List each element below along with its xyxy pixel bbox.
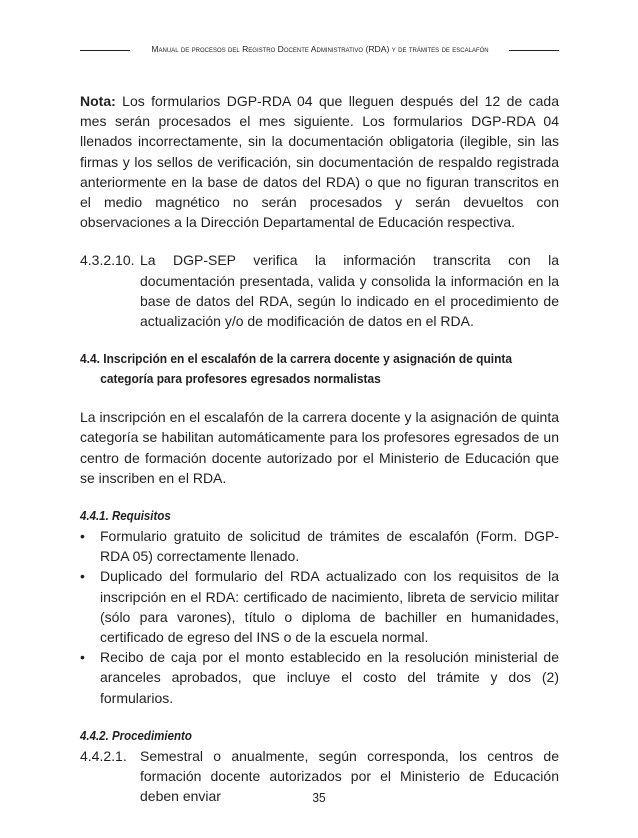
list-item-text: Duplicado del formulario del RDA actualizado con los requisitos de la inscripción en el RDA: certificado de nacimiento, libreta de servicio militar (sólo para varones), título o diploma de bachiller en humanidades, certificado de egreso del INS o de la escuela normal. (100, 568, 559, 646)
page-number: 35 (312, 790, 326, 805)
note-text: Los formularios DGP-RDA 04 que lleguen después del 12 de cada mes serán procesados el mes siguiente. Los formularios DGP-RDA 04 llenados incorrectamente, sin la documentación obligatoria (ilegible, sin las firmas y los sellos de verificación, sin documentación de respaldo registrada anteriormente en la base de datos del RDA) o que no figuran transcritos en el medio magnético no serán procesados y serán devueltos con observaciones a la Dirección Departamental de Educación respectiva. (80, 93, 559, 231)
header-rule-left (80, 50, 130, 51)
section-intro-paragraph: La inscripción en el escalafón de la carrera docente y la asignación de quinta categoría se habilitan automáticamente para los profesores egresados de un centro de formación docente autorizado por el Ministerio de Educación que se inscriben en el RDA. (80, 409, 559, 486)
list-item-text: Formulario gratuito de solicitud de trámites de escalafón (Form. DGP-RDA 05) correctamente llenado. (100, 528, 559, 565)
section-heading-line-2: categoría para profesores egresados normalistas (100, 371, 381, 387)
bullet-icon: • (80, 649, 85, 666)
list-item-text: Recibo de caja por el monto establecido en la resolución ministerial de aranceles aprobados, que incluye el costo del trámite y dos (2) formularios. (100, 649, 559, 706)
running-header: Manual de procesos del Registro Docente Administrativo (RDA) y de trámites de escalafón (151, 44, 489, 54)
step-number: 4.4.2.1. (80, 747, 127, 764)
note-paragraph (80, 91, 559, 232)
page-body (80, 91, 559, 806)
step-4-3-2-10 (80, 250, 559, 331)
list-item (80, 526, 559, 566)
bullet-icon: • (80, 568, 85, 585)
list-item (80, 566, 559, 647)
procedimiento-heading: 4.4.2. Procedimiento (80, 728, 192, 743)
step-text: Semestral o anualmente, según corresponda, los centros de formación docente autorizados por el Ministerio de Educación deben enviar (140, 747, 559, 805)
requisitos-list (80, 526, 559, 708)
section-heading-4-4 (80, 349, 556, 389)
step-text: La DGP-SEP verifica la información transcrita con la documentación presentada, valida y consolida la información en la base de datos del RDA, según lo indicado en el procedimiento de actualización y/o de modificación de datos en el RDA. (140, 252, 559, 330)
list-item (80, 647, 559, 708)
step-number: 4.3.2.10. (80, 252, 135, 269)
bullet-icon: • (80, 528, 85, 545)
note-label: Nota: (80, 93, 116, 109)
section-heading-line-1: 4.4. Inscripción en el escalafón de la carrera docente y asignación de quinta (80, 351, 513, 367)
header-rule-right (509, 50, 559, 51)
requisitos-heading: 4.4.1. Requisitos (80, 509, 171, 524)
